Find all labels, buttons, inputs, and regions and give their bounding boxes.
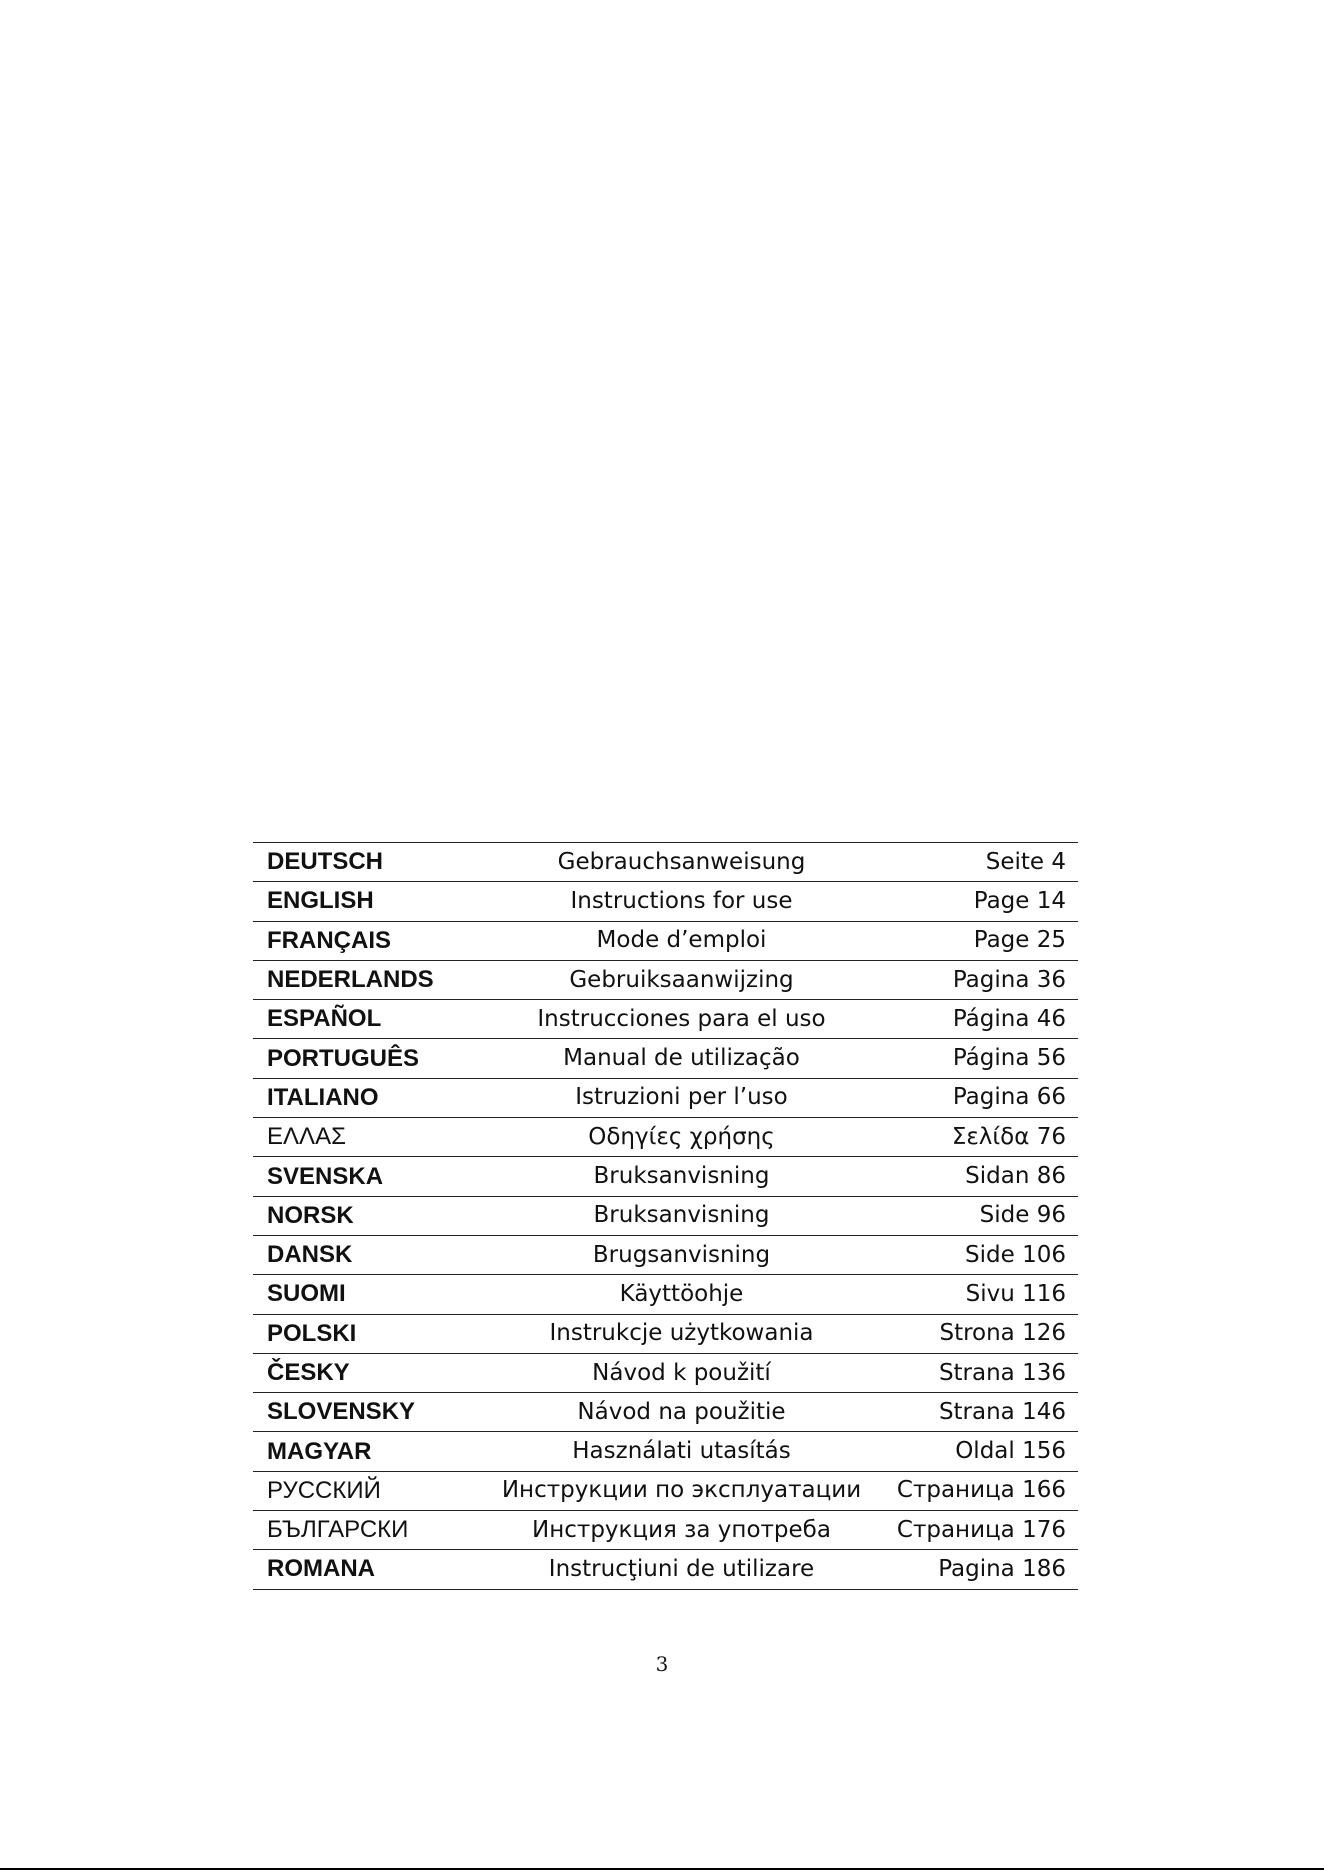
toc-page: Σελίδα 76 bbox=[951, 1123, 1066, 1150]
toc-language: ENGLISH bbox=[267, 887, 374, 915]
toc-page: Oldal 156 bbox=[955, 1438, 1066, 1465]
toc-language: SVENSKA bbox=[267, 1162, 384, 1190]
toc-page: Page 14 bbox=[973, 887, 1066, 914]
toc-page: Strona 126 bbox=[939, 1320, 1066, 1347]
toc-language: РУССКИЙ bbox=[267, 1476, 381, 1504]
toc-page: Side 106 bbox=[965, 1241, 1066, 1268]
toc-title: Instructions for use bbox=[570, 887, 793, 914]
toc-row bbox=[253, 1118, 1078, 1157]
toc-language: ROMANA bbox=[267, 1555, 375, 1583]
toc-title: Gebrauchsanweisung bbox=[557, 848, 806, 875]
toc-language: SUOMI bbox=[267, 1280, 346, 1308]
toc-page: Side 96 bbox=[979, 1202, 1066, 1229]
toc-page: Sidan 86 bbox=[965, 1163, 1066, 1190]
toc-row bbox=[253, 1511, 1078, 1550]
toc-title: Istruzioni per l’uso bbox=[575, 1084, 788, 1111]
toc-language: PORTUGUÊS bbox=[267, 1044, 420, 1072]
toc-language: MAGYAR bbox=[267, 1437, 372, 1465]
toc-title: Használati utasítás bbox=[572, 1438, 791, 1465]
toc-row bbox=[253, 1275, 1078, 1314]
toc-page: Страница 176 bbox=[896, 1516, 1066, 1543]
toc-language: ΕΛΛΑΣ bbox=[267, 1123, 346, 1151]
toc-language: ESPAÑOL bbox=[267, 1005, 382, 1033]
toc-language: NEDERLANDS bbox=[267, 966, 434, 994]
toc-page: Página 56 bbox=[952, 1045, 1066, 1072]
toc-row bbox=[253, 1353, 1078, 1392]
toc-page: Page 25 bbox=[973, 927, 1066, 954]
toc-row bbox=[253, 843, 1078, 882]
toc-title: Käyttöohje bbox=[619, 1280, 744, 1307]
toc-page: Sivu 116 bbox=[965, 1280, 1066, 1307]
toc-title: Instrukcje użytkowania bbox=[549, 1320, 814, 1347]
toc-page: Strana 136 bbox=[938, 1359, 1066, 1386]
bottom-divider bbox=[0, 1868, 1324, 1870]
toc-row bbox=[253, 1314, 1078, 1353]
page-number: 3 bbox=[655, 1652, 669, 1676]
toc-row bbox=[253, 960, 1078, 999]
toc-title: Brugsanvisning bbox=[592, 1241, 771, 1268]
toc-row bbox=[253, 1471, 1078, 1510]
toc-language: DEUTSCH bbox=[267, 848, 384, 876]
toc-row bbox=[253, 921, 1078, 960]
toc-title: Mode d’emploi bbox=[596, 927, 767, 954]
toc-page: Strana 146 bbox=[938, 1398, 1066, 1425]
toc-page: Seite 4 bbox=[985, 848, 1066, 875]
toc-page: Pagina 186 bbox=[938, 1555, 1066, 1582]
toc-title: Instrucţiuni de utilizare bbox=[548, 1555, 815, 1582]
toc-language: ČESKY bbox=[267, 1359, 350, 1386]
toc-language: POLSKI bbox=[267, 1319, 357, 1347]
toc-language: SLOVENSKY bbox=[267, 1398, 416, 1426]
toc-language: DANSK bbox=[267, 1241, 353, 1269]
toc-language: NORSK bbox=[267, 1201, 354, 1229]
toc-title: Bruksanvisning bbox=[593, 1163, 770, 1190]
toc-row bbox=[253, 1550, 1078, 1589]
toc-language: БЪЛГАРСКИ bbox=[267, 1516, 409, 1544]
toc-language: FRANÇAIS bbox=[267, 926, 391, 954]
toc-row bbox=[253, 1039, 1078, 1078]
toc-row bbox=[253, 1432, 1078, 1471]
toc-title: Инструкция за употреба bbox=[532, 1516, 831, 1543]
toc-page: Página 46 bbox=[952, 1005, 1066, 1032]
toc-page: Pagina 36 bbox=[952, 966, 1066, 993]
toc-title: Bruksanvisning bbox=[593, 1202, 770, 1229]
toc-title: Инструкции по эксплуатации bbox=[501, 1477, 862, 1504]
toc-title: Manual de utilização bbox=[563, 1045, 800, 1072]
toc-row bbox=[253, 1196, 1078, 1235]
toc-row bbox=[253, 1157, 1078, 1196]
toc-page: Страница 166 bbox=[896, 1477, 1066, 1504]
toc-row bbox=[253, 1393, 1078, 1432]
toc-row bbox=[253, 1235, 1078, 1274]
toc-row bbox=[253, 882, 1078, 921]
toc-title: Gebruiksaanwijzing bbox=[569, 966, 794, 993]
table-of-contents bbox=[253, 842, 1078, 1590]
toc-title: Návod na použitie bbox=[577, 1398, 786, 1425]
toc-title: Návod k použití bbox=[592, 1359, 771, 1386]
toc-row bbox=[253, 1000, 1078, 1039]
toc-page: Pagina 66 bbox=[952, 1084, 1066, 1111]
toc-row bbox=[253, 1078, 1078, 1117]
toc-title: Instrucciones para el uso bbox=[537, 1005, 826, 1032]
toc-language: ITALIANO bbox=[267, 1083, 379, 1111]
toc-title: Οδηγίες χρήσης bbox=[588, 1123, 775, 1150]
